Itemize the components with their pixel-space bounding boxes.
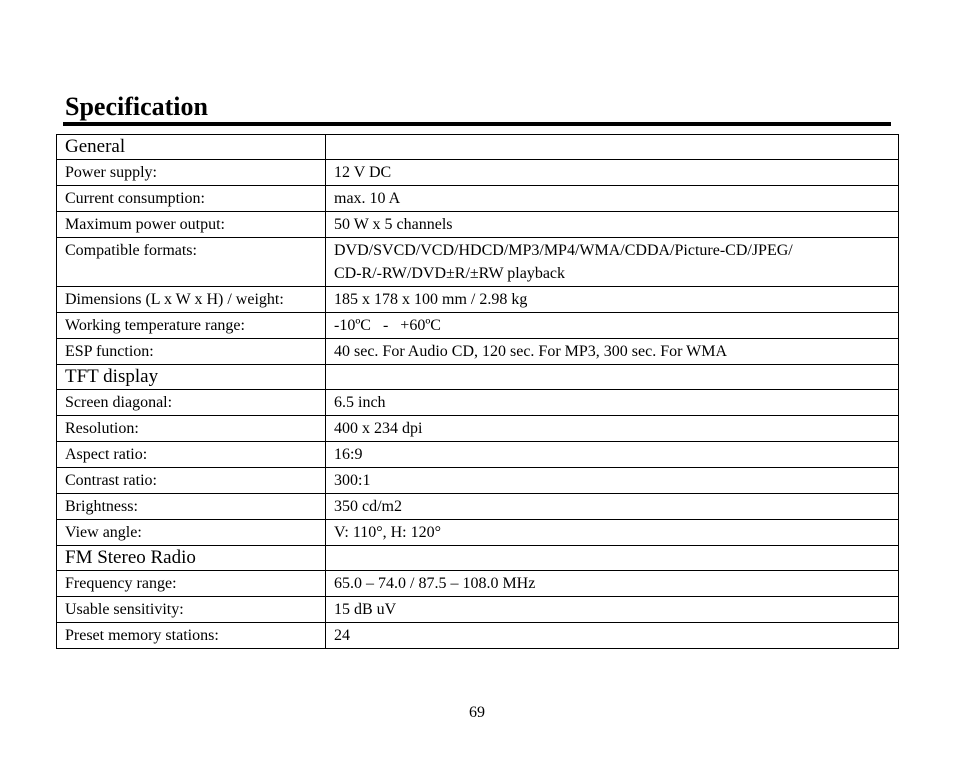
spec-label: Contrast ratio:	[57, 468, 326, 494]
spec-label: Current consumption:	[57, 186, 326, 212]
section-title: General	[57, 135, 326, 160]
spec-value: 40 sec. For Audio CD, 120 sec. For MP3, 300 sec. For WMA	[326, 339, 899, 365]
table-row	[57, 494, 899, 520]
section-header-tft-display	[57, 365, 899, 390]
spec-value: V: 110°, H: 120°	[326, 520, 899, 546]
spec-label: Frequency range:	[57, 571, 326, 597]
spec-value-line: DVD/SVCD/VCD/HDCD/MP3/MP4/WMA/CDDA/Picture-CD/JPEG/	[334, 242, 793, 259]
spec-label: Power supply:	[57, 160, 326, 186]
table-row	[57, 571, 899, 597]
spec-label: Usable sensitivity:	[57, 597, 326, 623]
spec-label: Maximum power output:	[57, 212, 326, 238]
table-row	[57, 313, 899, 339]
table-row	[57, 160, 899, 186]
section-title: FM Stereo Radio	[57, 546, 326, 571]
spec-value: max. 10 A	[326, 186, 899, 212]
spec-label: Compatible formats:	[57, 238, 326, 287]
spec-value: 12 V DC	[326, 160, 899, 186]
spec-value: 185 x 178 x 100 mm / 2.98 kg	[326, 287, 899, 313]
section-header-general	[57, 135, 899, 160]
spec-label: Brightness:	[57, 494, 326, 520]
spec-value: 400 x 234 dpi	[326, 416, 899, 442]
page-title: Specification	[65, 92, 208, 121]
table-row	[57, 623, 899, 649]
section-empty-cell	[326, 365, 899, 390]
table-row	[57, 339, 899, 365]
table-row	[57, 520, 899, 546]
spec-label: Preset memory stations:	[57, 623, 326, 649]
spec-label: View angle:	[57, 520, 326, 546]
table-row	[57, 212, 899, 238]
table-row	[57, 597, 899, 623]
page-number: 69	[469, 704, 485, 721]
spec-value: 350 cd/m2	[326, 494, 899, 520]
spec-value: 65.0 – 74.0 / 87.5 – 108.0 MHz	[326, 571, 899, 597]
spec-value: -10ºC - +60ºC	[326, 313, 899, 339]
table-row	[57, 390, 899, 416]
spec-value: 24	[326, 623, 899, 649]
section-empty-cell	[326, 546, 899, 571]
section-header-fm-stereo-radio	[57, 546, 899, 571]
spec-label: Aspect ratio:	[57, 442, 326, 468]
spec-label: Screen diagonal:	[57, 390, 326, 416]
spec-value: 15 dB uV	[326, 597, 899, 623]
spec-label: ESP function:	[57, 339, 326, 365]
spec-value	[326, 238, 899, 287]
title-underline	[63, 122, 891, 126]
table-row	[57, 287, 899, 313]
spec-label: Resolution:	[57, 416, 326, 442]
spec-value: 16:9	[326, 442, 899, 468]
spec-value: 50 W x 5 channels	[326, 212, 899, 238]
spec-value: 300:1	[326, 468, 899, 494]
section-title: TFT display	[57, 365, 326, 390]
spec-value-line: CD-R/-RW/DVD±R/±RW playback	[334, 265, 566, 282]
specification-table	[56, 134, 899, 649]
section-empty-cell	[326, 135, 899, 160]
spec-label: Dimensions (L x W x H) / weight:	[57, 287, 326, 313]
spec-value: 6.5 inch	[326, 390, 899, 416]
table-row	[57, 468, 899, 494]
table-row	[57, 416, 899, 442]
table-row	[57, 442, 899, 468]
spec-label: Working temperature range:	[57, 313, 326, 339]
table-row	[57, 186, 899, 212]
table-row	[57, 238, 899, 287]
